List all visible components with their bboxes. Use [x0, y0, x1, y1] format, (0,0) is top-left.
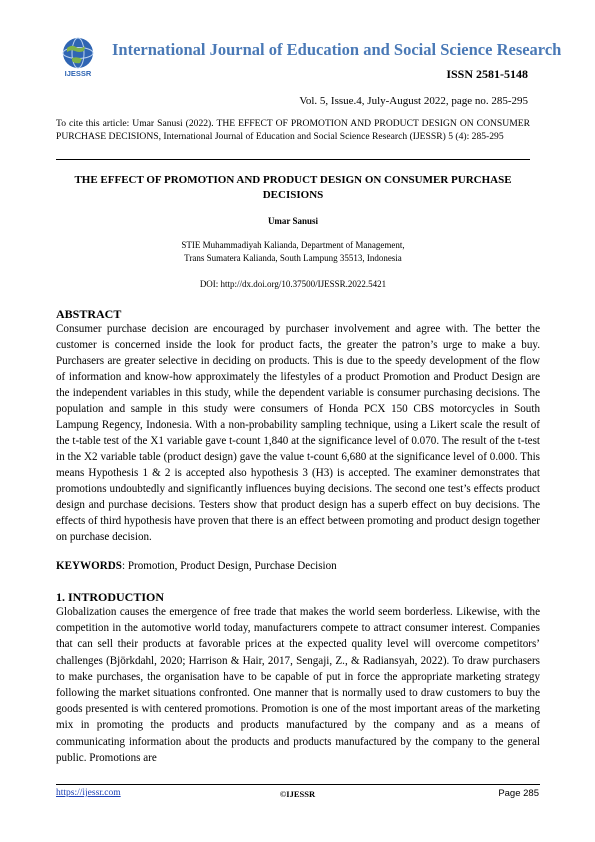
keywords-label: KEYWORDS	[56, 560, 122, 572]
footer-copyright: ©IJESSR	[279, 789, 316, 799]
keywords-list: : Promotion, Product Design, Purchase Decision	[121, 560, 337, 572]
logo-wordmark: IJESSR	[64, 69, 92, 78]
doi[interactable]: DOI: http://dx.doi.org/10.37500/IJESSR.2022.5421	[199, 279, 387, 289]
affiliation-line-2: Trans Sumatera Kalianda, South Lampung 35513, Indonesia	[184, 252, 402, 263]
affiliation	[56, 239, 530, 264]
header-divider	[56, 159, 530, 160]
author-name: Umar Sanusi	[267, 216, 319, 226]
introduction-body: Globalization causes the emergence of free trade that makes the world seem borderless. Likewise, with the competition in the automotive world today, manufacturers compete to attract consumer interest. Companies that can sell their products at favorable prices at the expected quality level will overcome competitors’ challenges (Björkdahl, 2020; Harrison & Hair, 2017, Sengaji, Z., & Radiansyah, 2022). To draw purchasers to make purchases, the organisation have to be capable of put in force the appropriate marketing strategy following the market situations confronted. One manner that is normally used to draw customers to buy the goods presented is with centered promotions. Promotion is one of the most important areas of the marketing mix in promoting the products and products manufactured by the company and as a means of communicating information about the products and products manufactured by the company to the general public. Promotions are	[56, 606, 540, 764]
footer-divider	[56, 784, 540, 785]
affiliation-line-1: STIE Muhammadiyah Kalianda, Department of Management,	[181, 240, 405, 250]
page-number: Page 285	[498, 788, 539, 799]
journal-title: International Journal of Education and Social Science Research	[112, 40, 562, 59]
keywords	[56, 560, 540, 572]
issn: ISSN 2581-5148	[446, 67, 528, 81]
introduction-heading: 1. INTRODUCTION	[56, 590, 165, 604]
citation: To cite this article: Umar Sanusi (2022). THE EFFECT OF PROMOTION AND PRODUCT DESIGN ON CONSUMER PURCHASE DECISIONS, International Journal of Education and Social Science Research (IJESSR) 5 (4): 285-295	[56, 118, 530, 142]
volume-info: Vol. 5, Issue.4, July-August 2022, page no. 285-295	[299, 95, 528, 107]
abstract-heading: ABSTRACT	[56, 307, 122, 321]
journal-website-link[interactable]: https://ijessr.com	[56, 788, 121, 798]
abstract-body: Consumer purchase decision are encouraged by purchaser involvement and agree with. The better the customer is concerned inside the look for product facts, the greater the patron’s urge to make a buy. Purchasers are greater selective in deciding on products. This is due to the speedy development of the flow of information and know-how approximately the lifestyles of a product Promotion and Product Design are the independent variables in this study, while the dependent variable is consumer purchasing decisions. The population and sample in this study were consumers of Honda PCX 150 CBS motorcycles in South Lampung Regency, Indonesia. With a non-probability sampling technique, using a Likert scale the result of the t-table test of the X1 variable gave t-count 1,840 at the significance level of 0.070. The result of the t-test in the X2 variable table (product design) gave the value t-count 6,680 at the significance level of 0.000. This means Hypothesis 1 & 2 is accepted also hypothesis 3 (H3) is accepted. The examiner demonstrates that promotions undoubtedly and significantly influences buying decisions. The second one test’s effects product design and purchase decisions. Testers show that product design has a superb effect on buy decisions. The effects of third hypothesis have proven that there is an effect between promoting and product design together on purchase decision.	[56, 323, 540, 543]
paper-title: THE EFFECT OF PROMOTION AND PRODUCT DESIGN ON CONSUMER PURCHASE DECISIONS	[74, 174, 512, 201]
journal-logo	[58, 36, 98, 82]
